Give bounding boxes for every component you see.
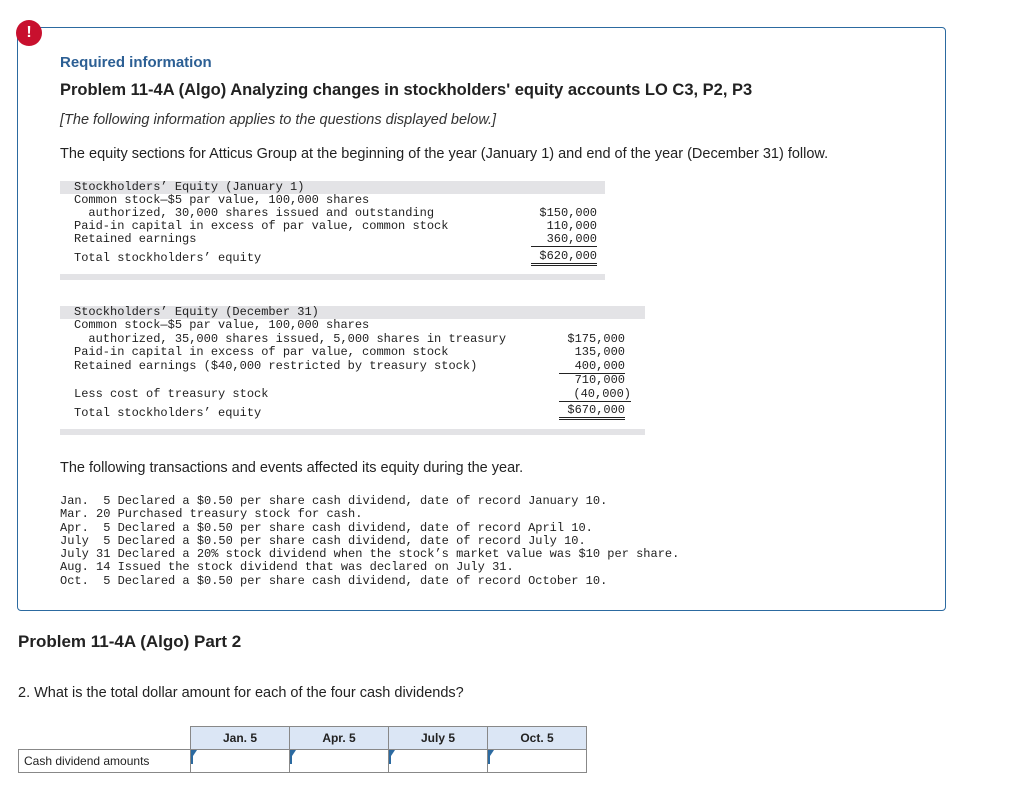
july5-dividend-input[interactable] — [389, 751, 485, 771]
alert-icon: ! — [16, 20, 42, 46]
amount-retained-earnings: 400,000 — [559, 360, 625, 374]
table-row: authorized, 35,000 shares issued, 5,000 shares in treasury — [74, 332, 507, 346]
table-row: Total stockholders’ equity — [74, 251, 262, 265]
list-item: Aug. 14 Issued the stock dividend that was declared on July 31. — [60, 560, 514, 575]
apr5-dividend-input[interactable] — [290, 751, 386, 771]
table-row: Retained earnings ($40,000 restricted by treasury stock) — [74, 359, 478, 373]
question-text: 2. What is the total dollar amount for each of the four cash dividends? — [18, 685, 464, 701]
amount-total-equity: $670,000 — [559, 404, 625, 420]
amount-retained-earnings: 360,000 — [531, 233, 597, 247]
amount-treasury-stock: (40,000) — [559, 388, 631, 402]
flag-icon — [389, 750, 395, 759]
column-header-apr5: Apr. 5 — [290, 727, 389, 750]
transactions-list — [60, 495, 679, 588]
intro-text: The equity sections for Atticus Group at the beginning of the year (January 1) and end of the year (December 31) follow. — [60, 146, 829, 162]
list-item: Oct. 5 Declared a $0.50 per share cash dividend, date of record October 10. — [60, 573, 608, 588]
amount-common-stock: $150,000 — [539, 206, 597, 220]
equity-table-january — [60, 180, 605, 280]
list-item: July 5 Declared a $0.50 per share cash dividend, date of record July 10. — [60, 533, 586, 548]
table-row: Paid-in capital in excess of par value, common stock — [74, 219, 449, 233]
table-row: authorized, 30,000 shares issued and outstanding — [74, 206, 435, 220]
amount-paid-in-capital: 110,000 — [546, 219, 597, 233]
required-information-title: Required information — [60, 54, 212, 71]
table-corner — [19, 727, 191, 750]
answer-cell-july5[interactable] — [389, 750, 488, 773]
oct5-dividend-input[interactable] — [488, 751, 584, 771]
flag-icon — [488, 750, 494, 759]
cash-dividend-answer-table — [18, 726, 587, 773]
row-label-cash-dividend-amounts: Cash dividend amounts — [19, 750, 191, 773]
list-item: Apr. 5 Declared a $0.50 per share cash dividend, date of record April 10. — [60, 520, 593, 535]
amount-subtotal: 710,000 — [574, 373, 625, 387]
amount-total-equity: $620,000 — [531, 250, 597, 266]
answer-cell-apr5[interactable] — [290, 750, 389, 773]
equity-table-december — [60, 305, 645, 440]
table-header: Stockholders’ Equity (December 31) — [74, 305, 319, 319]
info-note: [The following information applies to the questions displayed below.] — [60, 112, 497, 128]
transactions-intro: The following transactions and events affected its equity during the year. — [60, 460, 524, 476]
answer-cell-jan5[interactable] — [191, 750, 290, 773]
problem-title: Problem 11-4A (Algo) Analyzing changes in stockholders' equity accounts LO C3, P2, P3 — [60, 81, 753, 99]
table-row: Retained earnings — [74, 232, 197, 246]
table-row: Total stockholders’ equity — [74, 406, 262, 420]
column-header-oct5: Oct. 5 — [488, 727, 587, 750]
table-row: Common stock—$5 par value, 100,000 shares — [74, 193, 370, 207]
flag-icon — [191, 750, 197, 759]
column-header-july5: July 5 — [389, 727, 488, 750]
jan5-dividend-input[interactable] — [191, 751, 287, 771]
amount-common-stock: $175,000 — [567, 332, 625, 346]
flag-icon — [290, 750, 296, 759]
table-row: Common stock—$5 par value, 100,000 shares — [74, 318, 370, 332]
list-item: July 31 Declared a 20% stock dividend when the stock’s market value was $10 per share. — [60, 547, 680, 562]
column-header-jan5: Jan. 5 — [191, 727, 290, 750]
answer-cell-oct5[interactable] — [488, 750, 587, 773]
table-row: Less cost of treasury stock — [74, 387, 269, 401]
list-item: Mar. 20 Purchased treasury stock for cash. — [60, 507, 363, 522]
amount-paid-in-capital: 135,000 — [574, 345, 625, 359]
table-header: Stockholders’ Equity (January 1) — [74, 180, 305, 194]
table-row: Paid-in capital in excess of par value, common stock — [74, 345, 449, 359]
part-title: Problem 11-4A (Algo) Part 2 — [18, 632, 242, 651]
list-item: Jan. 5 Declared a $0.50 per share cash dividend, date of record January 10. — [60, 494, 608, 508]
